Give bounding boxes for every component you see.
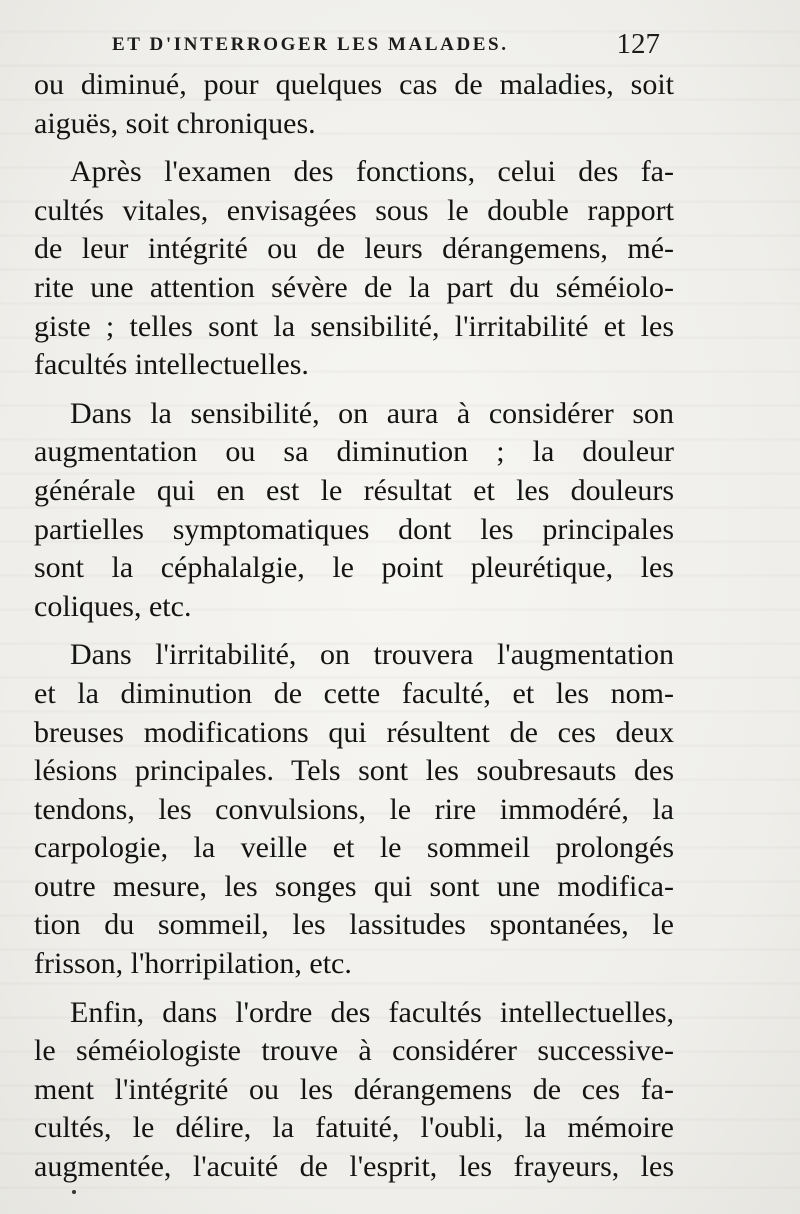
text-line: outre mesure, les songes qui sont une modifica-: [34, 869, 674, 903]
page-number: 127: [616, 28, 660, 60]
text-line: tion du sommeil, les lassitudes spontanées, le: [34, 908, 674, 942]
text-line: ment l'intégrité ou les dérangemens de ces fa-: [34, 1072, 674, 1106]
text-line: tendons, les convulsions, le rire immodéré, la: [34, 792, 674, 826]
text-line: ou diminué, pour quelques cas de maladies, soit: [34, 68, 674, 101]
text-line: Dans la sensibilité, on aura à considérer son: [70, 396, 674, 430]
running-title: ET D'INTERROGER LES MALADES.: [112, 34, 509, 55]
text-line: partielles symptomatiques dont les principales: [34, 512, 674, 546]
text-line: générale qui en est le résultat et les douleurs: [34, 473, 674, 507]
running-head: [100, 28, 660, 64]
text-line: de leur intégrité ou de leurs dérangemens, mé-: [34, 232, 674, 266]
text-line: et la diminution de cette faculté, et les nom-: [34, 676, 674, 710]
text-line: sont la céphalalgie, le point pleurétique, les: [34, 551, 674, 585]
text-line: facultés intellectuelles.: [34, 348, 309, 382]
text-line: lésions principales. Tels sont les soubresauts des: [34, 754, 674, 788]
text-line: coliques, etc.: [34, 589, 192, 623]
body-text: [34, 66, 674, 1187]
text-line: Après l'examen des fonctions, celui des fa-: [70, 155, 674, 189]
text-line: Dans l'irritabilité, on trouvera l'augmentation: [70, 638, 674, 672]
text-line: rite une attention sévère de la part du séméiolo-: [34, 270, 674, 304]
text-line: cultés vitales, envisagées sous le double rapport: [34, 193, 674, 227]
text-line: aiguës, soit chroniques.: [34, 106, 316, 140]
text-line: breuses modifications qui résultent de ces deux: [34, 715, 674, 749]
text-line: le séméiologiste trouve à considérer successive-: [34, 1034, 674, 1068]
text-line: giste ; telles sont la sensibilité, l'irritabilité et les: [34, 309, 674, 343]
text-line: augmentée, l'acuité de l'esprit, les frayeurs, les: [34, 1150, 674, 1184]
ink-speck: [72, 1190, 76, 1194]
text-line: Enfin, dans l'ordre des facultés intellectuelles,: [70, 995, 674, 1029]
text-line: carpologie, la veille et le sommeil prolongés: [34, 831, 674, 865]
text-line: augmentation ou sa diminution ; la douleur: [34, 435, 674, 469]
text-line: frisson, l'horripilation, etc.: [34, 947, 352, 981]
text-line: cultés, le délire, la fatuité, l'oubli, la mémoire: [34, 1111, 674, 1145]
